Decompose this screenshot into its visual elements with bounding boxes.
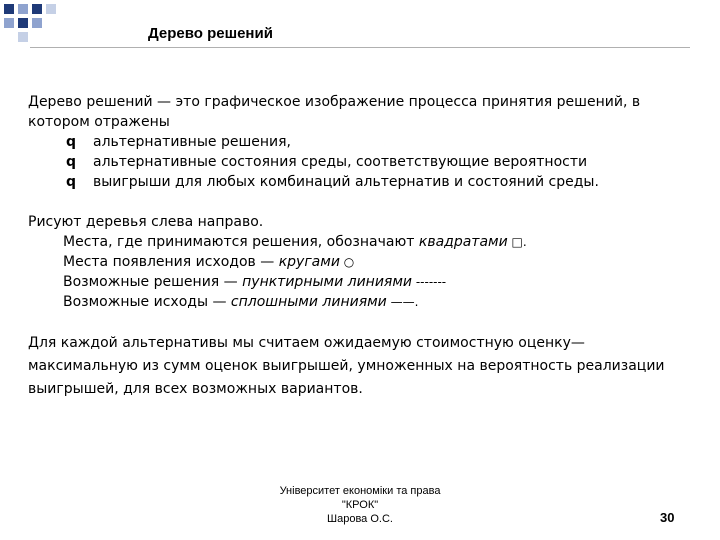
definition-paragraph (28, 92, 692, 132)
bullet-text: альтернативные решения, (93, 134, 291, 150)
deco-square (4, 4, 14, 14)
deco-square (18, 4, 28, 14)
circle-symbol: ○ (339, 255, 355, 269)
deco-square (18, 18, 28, 28)
line-emphasis: кругами (278, 254, 340, 270)
list-item (28, 132, 692, 152)
line-text: Места появления исходов — (63, 254, 279, 270)
conclusion-paragraph: Для каждой альтернативы мы считаем ожидаемую стоимостную оценку— максимальную из сумм оценок выигрышей, умноженных на вероятность реализации выигрышей, для всех возможных вариантов. (28, 335, 665, 397)
deco-square (46, 4, 56, 14)
list-item (28, 152, 692, 172)
line-emphasis: сплошными линиями (230, 294, 387, 310)
drawing-line-possible-outcomes (28, 292, 692, 312)
title-divider (30, 47, 690, 48)
drawing-line-outcomes (28, 252, 692, 272)
line-text: Возможные исходы — (63, 294, 231, 310)
solid-line-symbol: ——. (386, 295, 419, 309)
drawing-line-decisions (28, 232, 692, 252)
line-emphasis: пунктирными линиями (242, 274, 413, 290)
footer-author: Шарова О.С. (327, 513, 393, 525)
definition-text: — это графическое изображение процесса принятия решений, в котором отражены (28, 94, 641, 130)
bullet-text: альтернативные состояния среды, соответствующие вероятности (93, 154, 588, 170)
bullet-marker: q (66, 134, 77, 150)
footer (260, 484, 460, 526)
drawing-intro: Рисуют деревья слева направо. (28, 214, 264, 230)
deco-square (32, 18, 42, 28)
list-item (28, 172, 692, 192)
line-text: Возможные решения — (63, 274, 243, 290)
bullet-text: выигрыши для любых комбинаций альтернатив и состояний среды. (93, 174, 599, 190)
deco-square (18, 32, 28, 42)
bullet-marker: q (66, 154, 77, 170)
page-number: 30 (660, 510, 675, 525)
definition-term: Дерево решений (28, 94, 153, 110)
corner-decoration (0, 0, 60, 40)
deco-square (4, 18, 14, 28)
footer-university: Університет економіки та права (279, 485, 441, 497)
bullet-marker: q (66, 174, 77, 190)
line-emphasis: квадратами (418, 234, 508, 250)
slide-title: Дерево решений (148, 25, 273, 42)
slide-body (28, 92, 692, 401)
deco-square (32, 4, 42, 14)
square-symbol: □. (507, 235, 527, 249)
footer-university-name: "КРОК" (341, 499, 379, 511)
definition-bullets (28, 132, 692, 192)
line-text: Места, где принимаются решения, обозначают (63, 234, 419, 250)
drawing-line-possible-decisions (28, 272, 692, 292)
dashed-line-symbol: ------- (412, 275, 447, 289)
